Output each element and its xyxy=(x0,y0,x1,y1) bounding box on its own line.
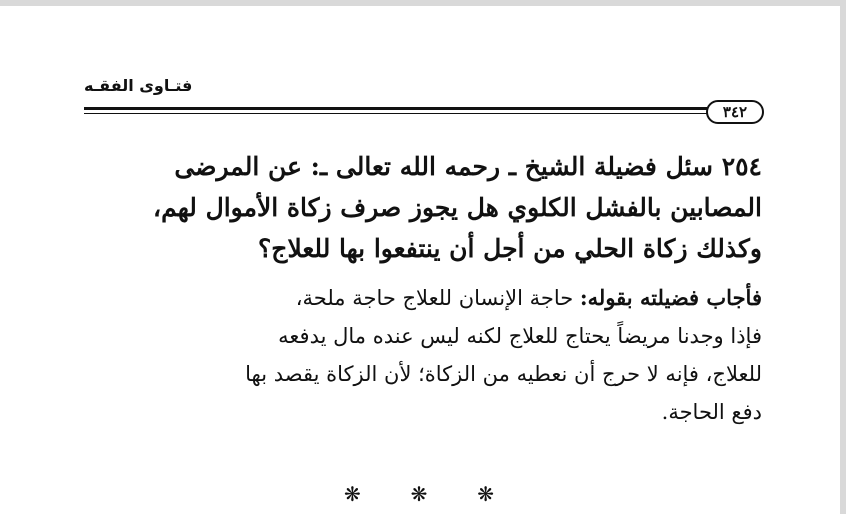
answer-line xyxy=(72,279,762,317)
separator-star-icon: ❋ xyxy=(477,482,494,506)
section-separator xyxy=(344,482,494,506)
question-line: وكذلك زكاة الحلي من أجل أن ينتفعوا بها للعلاج؟ xyxy=(258,234,762,263)
separator-star-icon: ❋ xyxy=(344,482,361,506)
answer-first-text: حاجة الإنسان للعلاج حاجة ملحة، xyxy=(295,286,580,310)
fatwa-text xyxy=(72,146,762,431)
answer-line: للعلاج، فإنه لا حرج أن نعطيه من الزكاة؛ لأن الزكاة يقصد بها xyxy=(245,362,762,386)
page-number-badge: ٣٤٢ xyxy=(706,100,764,124)
question-line: المصابين بالفشل الكلوي هل يجوز صرف زكاة الأموال لهم، xyxy=(153,193,762,222)
page-header xyxy=(84,74,764,134)
answer-line: فإذا وجدنا مريضاً يحتاج للعلاج لكنه ليس عنده مال يدفعه xyxy=(278,324,762,348)
question-line: ٢٥٤ سئل فضيلة الشيخ ـ رحمه الله تعالى ـ: عن المرضى xyxy=(174,152,762,181)
answer-lead: فأجاب فضيلته بقوله: xyxy=(579,285,762,310)
answer-line: دفع الحاجة. xyxy=(661,400,762,424)
viewer-right-border xyxy=(840,0,846,514)
separator-star-icon: ❋ xyxy=(410,482,428,506)
book-title: فتـاوى الفقـه xyxy=(84,76,193,95)
header-rule-thin xyxy=(84,113,709,114)
header-rule-thick xyxy=(84,107,709,110)
viewer-top-border xyxy=(0,0,846,6)
